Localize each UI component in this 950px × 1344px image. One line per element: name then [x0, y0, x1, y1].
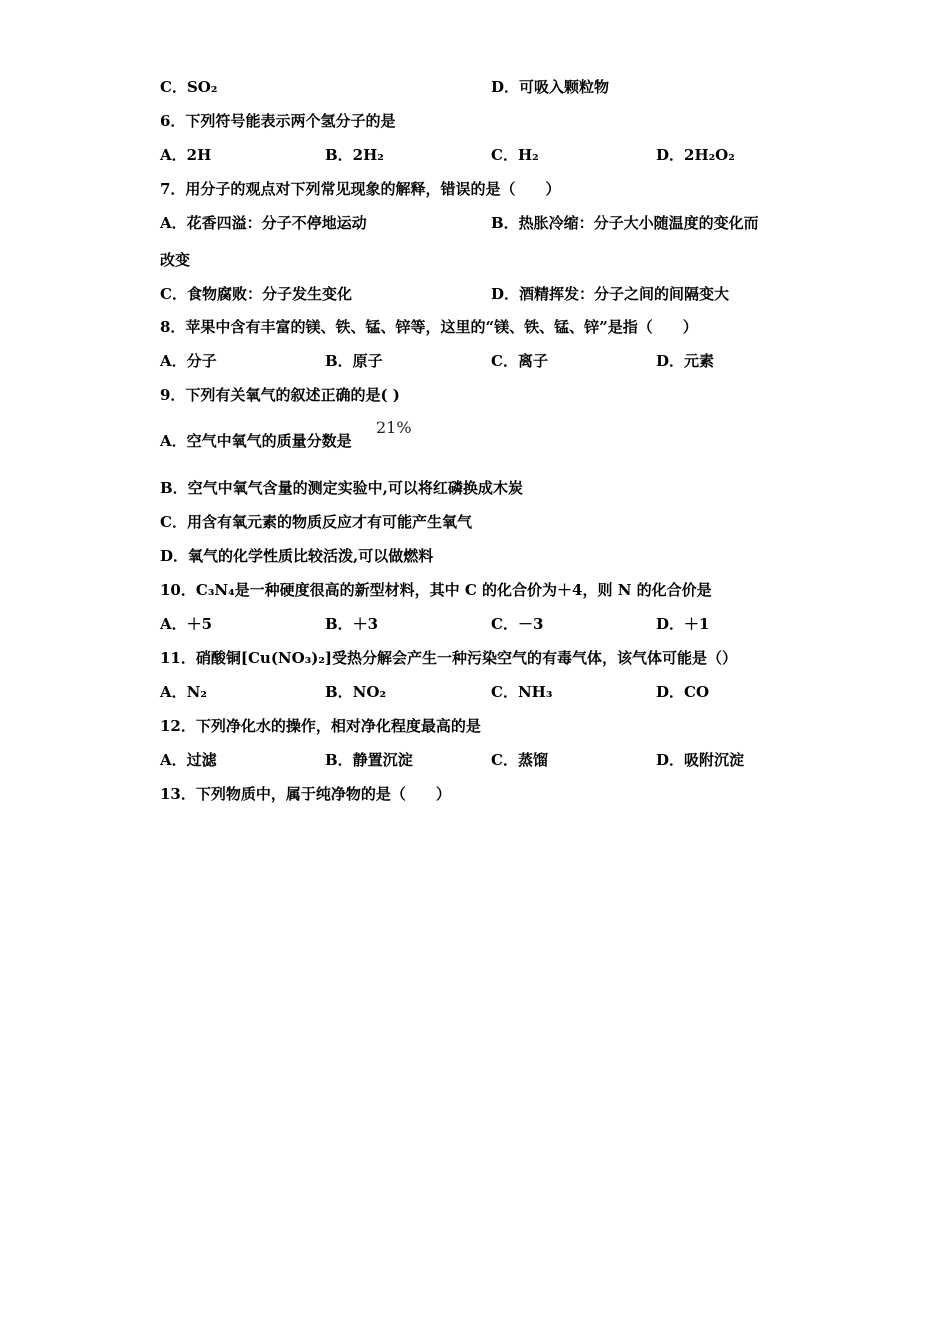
q6-option-d: D．2H₂O₂: [656, 146, 735, 164]
q9-option-a-value: 21%: [376, 418, 412, 437]
q12-option-c: C．蒸馏: [491, 751, 548, 769]
q9-option-c: C．用含有氧元素的物质反应才有可能产生氧气: [160, 513, 472, 531]
q7-option-b: B．热胀冷缩：分子大小随温度的变化而: [491, 214, 759, 232]
q7-option-b-continued: 改变: [160, 251, 191, 269]
q6-option-b: B．2H₂: [325, 146, 384, 164]
q6-stem: 6．下列符号能表示两个氢分子的是: [160, 112, 396, 130]
q6-option-c: C．H₂: [491, 146, 539, 164]
q12-option-d: D．吸附沉淀: [656, 751, 745, 769]
q7-option-a: A．花香四溢：分子不停地运动: [160, 214, 367, 232]
q7-option-d: D．酒精挥发：分子之间的间隔变大: [491, 285, 730, 303]
q5-option-d: D．可吸入颗粒物: [491, 78, 610, 96]
q12-option-b: B．静置沉淀: [325, 751, 413, 769]
q10-stem: 10．C₃N₄是一种硬度很高的新型材料，其中 C 的化合价为＋4，则 N 的化合价是: [160, 581, 712, 599]
q11-option-d: D．CO: [656, 683, 710, 701]
q12-option-a: A．过滤: [160, 751, 217, 769]
q7-option-c: C．食物腐败：分子发生变化: [160, 285, 352, 303]
q6-option-a: A．2H: [160, 146, 212, 164]
q11-option-c: C．NH₃: [491, 683, 553, 701]
q5-option-c: C．SO₂: [160, 78, 218, 96]
q10-option-d: D．＋1: [656, 615, 710, 633]
q9-stem: 9．下列有关氧气的叙述正确的是( ): [160, 386, 400, 404]
q9-option-d: D．氧气的化学性质比较活泼,可以做燃料: [160, 547, 434, 565]
q13-stem: 13．下列物质中，属于纯净物的是（ ）: [160, 785, 451, 803]
q9-option-a: A．空气中氧气的质量分数是: [160, 432, 352, 450]
q7-stem: 7．用分子的观点对下列常见现象的解释，错误的是（ ）: [160, 180, 561, 198]
q10-option-a: A．＋5: [160, 615, 213, 633]
q11-option-b: B．NO₂: [325, 683, 387, 701]
q8-option-a: A．分子: [160, 352, 217, 370]
q8-option-c: C．离子: [491, 352, 548, 370]
q11-option-a: A．N₂: [160, 683, 207, 701]
q10-option-b: B．＋3: [325, 615, 379, 633]
q8-option-b: B．原子: [325, 352, 383, 370]
q12-stem: 12．下列净化水的操作，相对净化程度最高的是: [160, 717, 481, 735]
q8-option-d: D．元素: [656, 352, 715, 370]
q9-option-b: B．空气中氧气含量的测定实验中,可以将红磷换成木炭: [160, 479, 523, 497]
q10-option-c: C．－3: [491, 615, 544, 633]
q11-stem: 11．硝酸铜[Cu(NO₃)₂]受热分解会产生一种污染空气的有毒气体，该气体可能是（）: [160, 649, 738, 667]
q8-stem: 8．苹果中含有丰富的镁、铁、锰、锌等，这里的“镁、铁、锰、锌”是指（ ）: [160, 318, 698, 336]
